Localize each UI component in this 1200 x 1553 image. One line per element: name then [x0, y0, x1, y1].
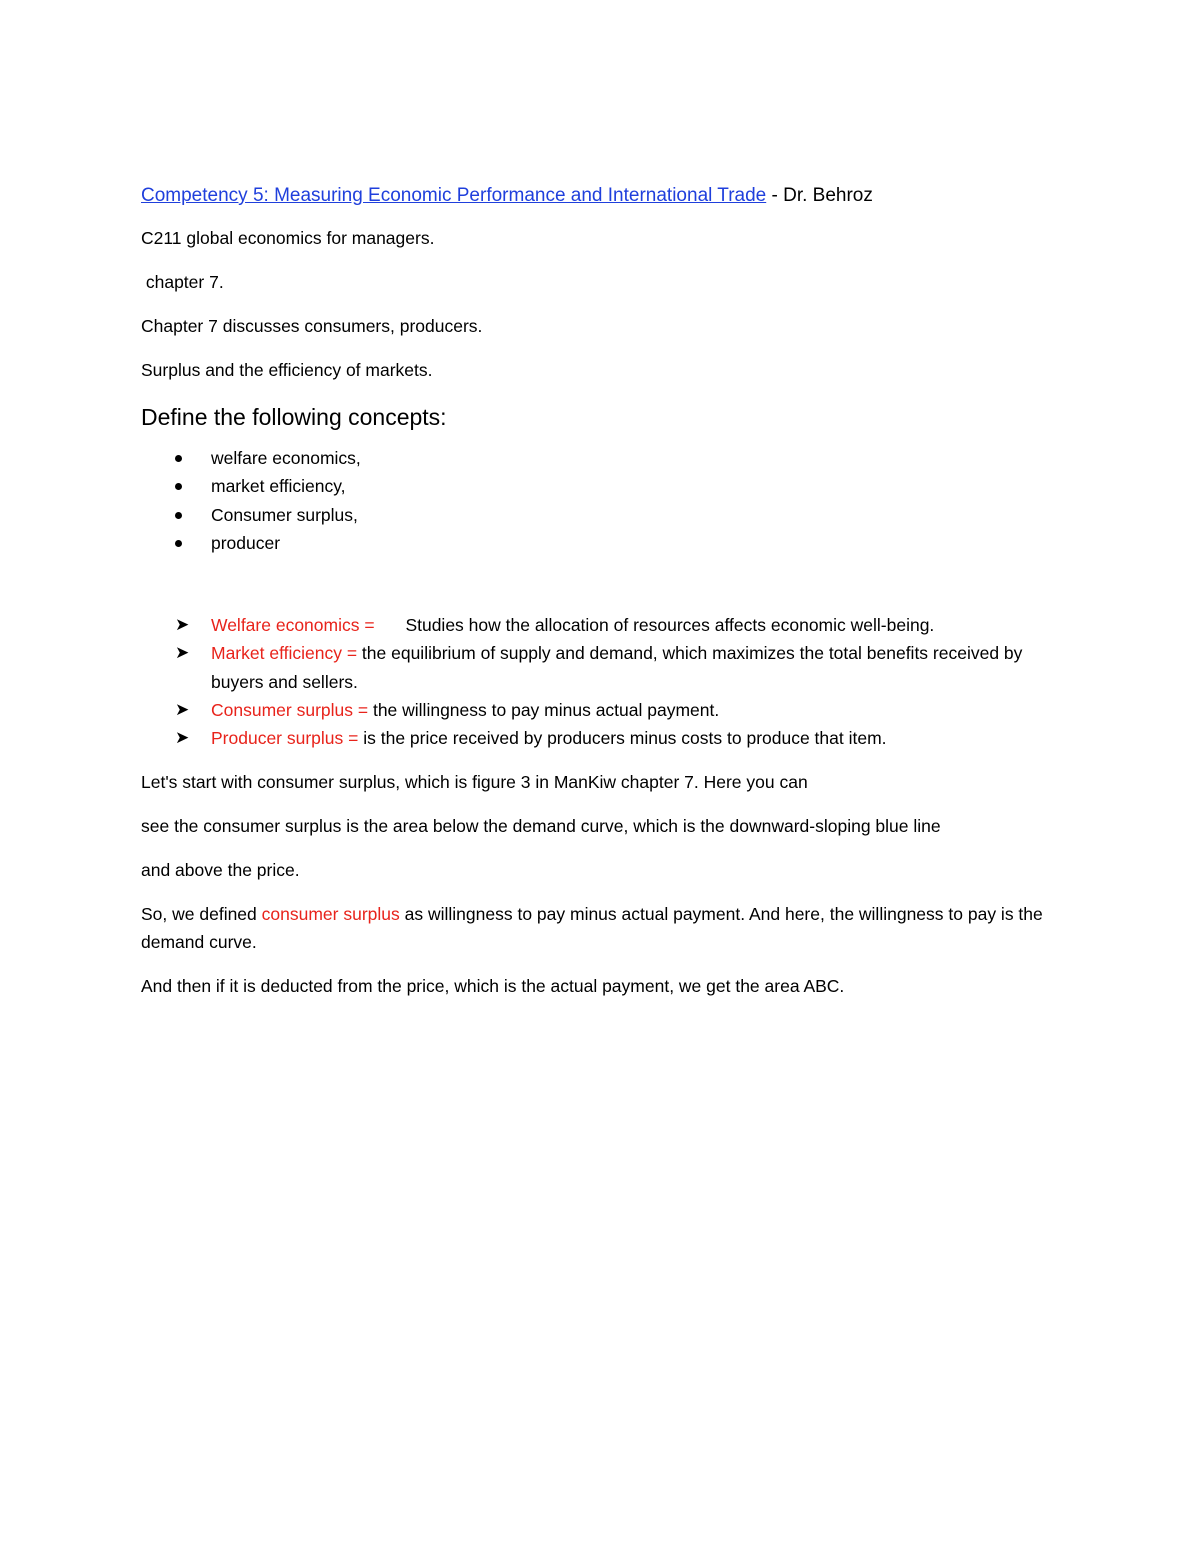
definition-term: Welfare economics =: [211, 615, 380, 636]
paragraph-text: So, we defined: [141, 903, 262, 924]
arrow-bullet-icon: ➤: [175, 643, 190, 663]
body-paragraph-2: see the consumer surplus is the area below the demand curve, which is the downward-sloping blue line: [141, 815, 941, 836]
bullet-icon: [175, 483, 182, 490]
body-paragraph-1: Let's start with consumer surplus, which is figure 3 in ManKiw chapter 7. Here you can: [141, 771, 808, 792]
concept-text: Consumer surplus,: [211, 504, 358, 525]
definition-item: [141, 611, 1061, 639]
definition-term: Consumer surplus =: [211, 700, 373, 721]
body-paragraph-4: [141, 900, 1061, 957]
document-content: [141, 180, 1061, 1016]
definition-text: is the price received by producers minus costs to produce that item.: [363, 728, 887, 749]
definition-term: Market efficiency =: [211, 643, 362, 664]
list-item: [141, 529, 1061, 557]
document-title: [141, 180, 1061, 212]
arrow-bullet-icon: ➤: [175, 728, 190, 748]
bullet-icon: [175, 540, 182, 547]
arrow-bullet-icon: ➤: [175, 615, 190, 635]
concepts-heading: Define the following concepts:: [141, 404, 447, 430]
list-item: [141, 444, 1061, 472]
intro-discusses: Chapter 7 discusses consumers, producers.: [141, 316, 483, 336]
definition-item: [141, 696, 1061, 724]
list-item: [141, 472, 1061, 500]
intro-surplus: Surplus and the efficiency of markets.: [141, 360, 433, 380]
body-paragraph-3: and above the price.: [141, 859, 300, 880]
concepts-list: [141, 444, 1061, 557]
list-item: [141, 501, 1061, 529]
definition-term: Producer surplus =: [211, 728, 364, 749]
competency-link[interactable]: Competency 5: Measuring Economic Performance and International Trade: [141, 185, 767, 206]
highlighted-term: consumer surplus: [261, 903, 400, 924]
definition-item: [141, 724, 1061, 752]
concept-text: welfare economics,: [211, 448, 361, 468]
paragraph-text: as willingness to pay minus actual payment. And here, the willingness to pay is the demand curve.: [141, 903, 1043, 953]
definition-text: the equilibrium of supply and demand, which maximizes the total benefits received by buyers and sellers.: [211, 643, 1023, 692]
intro-chapter: chapter 7.: [141, 272, 224, 292]
definition-text: Studies how the allocation of resources affects economic well-being.: [405, 615, 935, 636]
intro-course: C211 global economics for managers.: [141, 228, 435, 248]
bullet-icon: [175, 512, 182, 519]
concept-text: market efficiency,: [211, 476, 346, 497]
concept-text: producer: [211, 532, 281, 553]
body-paragraph-5: And then if it is deducted from the price, which is the actual payment, we get the area ABC.: [141, 976, 845, 997]
definition-item: [141, 639, 1061, 696]
definitions-list: [141, 611, 1061, 752]
title-author: - Dr. Behroz: [766, 185, 873, 206]
bullet-icon: [175, 455, 182, 462]
arrow-bullet-icon: ➤: [175, 700, 190, 720]
definition-text: the willingness to pay minus actual payment.: [372, 700, 720, 721]
